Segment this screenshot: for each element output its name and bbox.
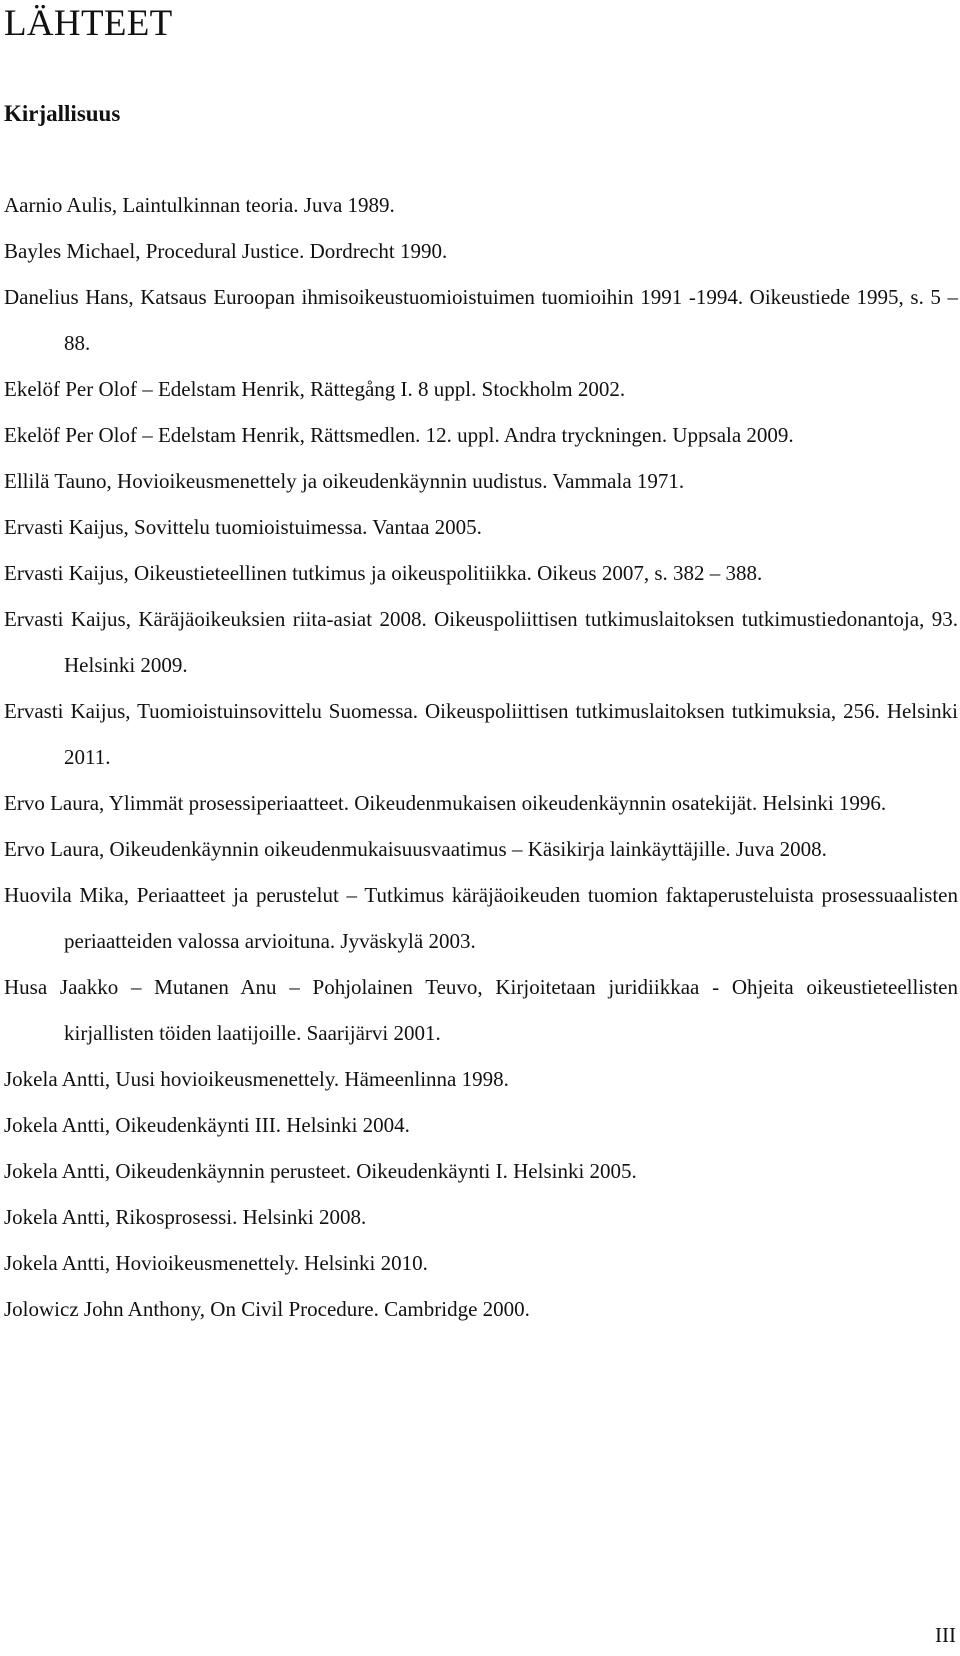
reference-item: Jokela Antti, Oikeudenkäynnin perusteet. Oikeudenkäynti I. Helsinki 2005. (4, 1159, 637, 1183)
reference-item: Ervasti Kaijus, Käräjäoikeuksien riita-asiat 2008. Oikeuspoliittisen tutkimuslaitoksen tutkimustiedonantoja, 93. Helsinki 2009. (4, 607, 958, 677)
reference-item: Husa Jaakko – Mutanen Anu – Pohjolainen Teuvo, Kirjoitetaan juridiikkaa - Ohjeita oikeustieteellisten kirjallisten töiden laatijoille. Saarijärvi 2001. (4, 975, 958, 1045)
reference-item: Aarnio Aulis, Laintulkinnan teoria. Juva 1989. (4, 193, 395, 217)
reference-item: Ervasti Kaijus, Sovittelu tuomioistuimessa. Vantaa 2005. (4, 515, 482, 539)
reference-item: Ervo Laura, Oikeudenkäynnin oikeudenmukaisuusvaatimus – Käsikirja lainkäyttäjille. Juva 2008. (4, 837, 827, 861)
reference-item: Jolowicz John Anthony, On Civil Procedure. Cambridge 2000. (4, 1297, 530, 1321)
reference-item: Huovila Mika, Periaatteet ja perustelut – Tutkimus käräjäoikeuden tuomion faktaperusteluista prosessuaalisten periaatteiden valossa arvioituna. Jyväskylä 2003. (4, 883, 958, 953)
page-number: III (935, 1623, 956, 1647)
reference-list (4, 182, 958, 1332)
reference-item: Jokela Antti, Oikeudenkäynti III. Helsinki 2004. (4, 1113, 410, 1137)
reference-item: Jokela Antti, Hovioikeusmenettely. Helsinki 2010. (4, 1251, 428, 1275)
reference-item: Danelius Hans, Katsaus Euroopan ihmisoikeustuomioistuimen tuomioihin 1991 -1994. Oikeustiede 1995, s. 5 – 88. (4, 285, 958, 355)
reference-item: Jokela Antti, Uusi hovioikeusmenettely. Hämeenlinna 1998. (4, 1067, 509, 1091)
reference-item: Jokela Antti, Rikosprosessi. Helsinki 2008. (4, 1205, 367, 1229)
reference-item: Ervo Laura, Ylimmät prosessiperiaatteet. Oikeudenmukaisen oikeudenkäynnin osatekijät. Helsinki 1996. (4, 791, 887, 815)
section-title: Kirjallisuus (4, 101, 121, 126)
reference-item: Ervasti Kaijus, Tuomioistuinsovittelu Suomessa. Oikeuspoliittisen tutkimuslaitoksen tutkimuksia, 256. Helsinki 2011. (4, 699, 958, 769)
reference-item: Ellilä Tauno, Hovioikeusmenettely ja oikeudenkäynnin uudistus. Vammala 1971. (4, 469, 685, 493)
reference-item: Ekelöf Per Olof – Edelstam Henrik, Rättsmedlen. 12. uppl. Andra tryckningen. Uppsala 2009. (4, 423, 794, 447)
page-title: LÄHTEET (4, 3, 173, 44)
reference-item: Ekelöf Per Olof – Edelstam Henrik, Rättegång I. 8 uppl. Stockholm 2002. (4, 377, 626, 401)
reference-item: Ervasti Kaijus, Oikeustieteellinen tutkimus ja oikeuspolitiikka. Oikeus 2007, s. 382 – 388. (4, 561, 763, 585)
reference-item: Bayles Michael, Procedural Justice. Dordrecht 1990. (4, 239, 448, 263)
